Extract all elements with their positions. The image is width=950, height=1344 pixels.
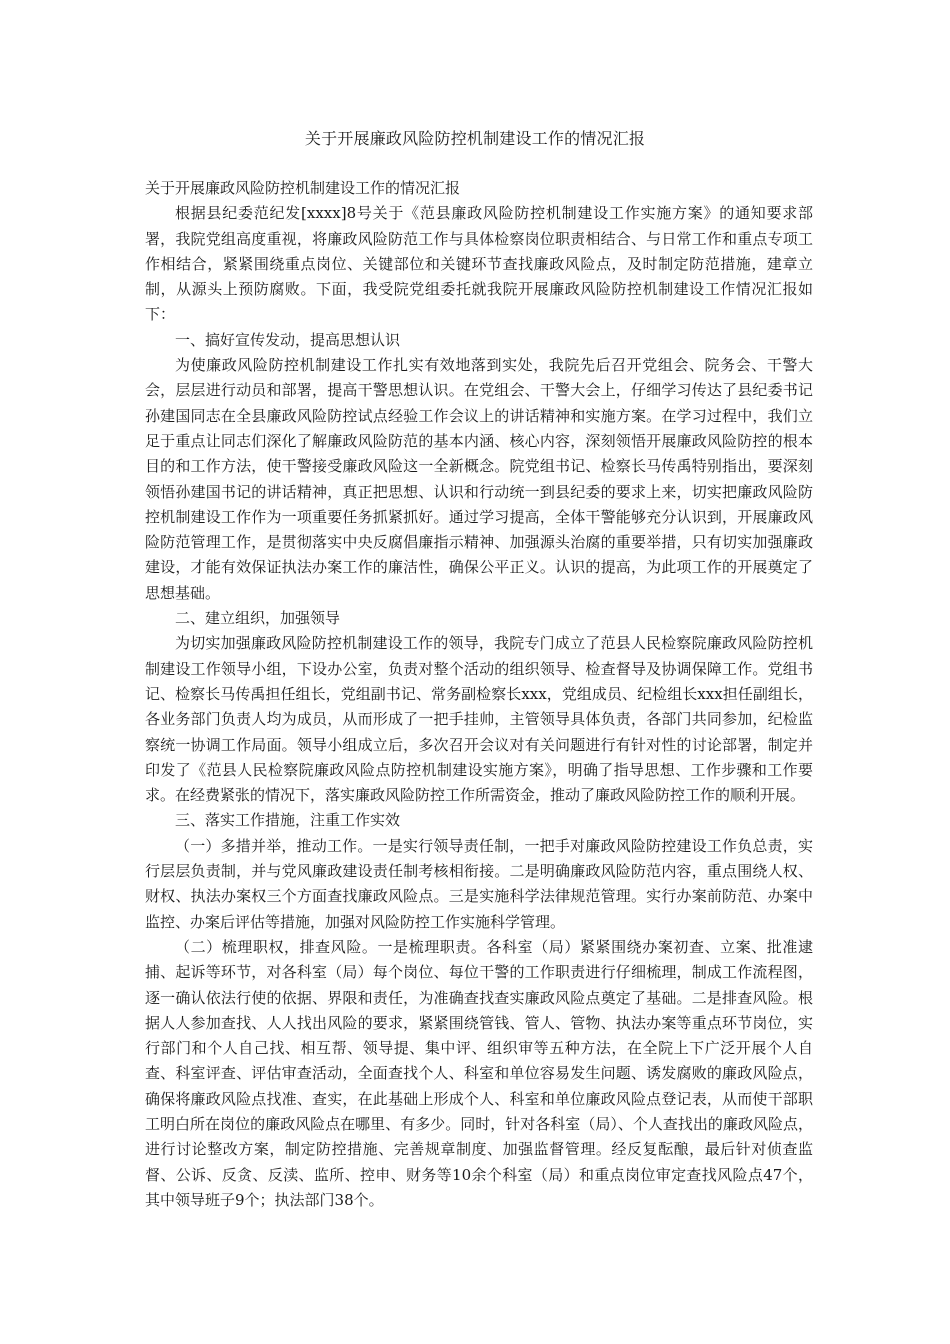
section-2-paragraph: 为切实加强廉政风险防控机制建设工作的领导，我院专门成立了范县人民检察院廉政风险防控机制建设工作领导小组，下设办公室，负责对整个活动的组织领导、检查督导及协调保障工作。党组书记、检察长马传禹担任组长，党组副书记、常务副检察长xxx，党组成员、纪检组长xxx担任副组长，各业务部门负责人均为成员，从而形成了一把手挂帅，主管领导具体负责，各部门共同参加，纪检监察统一协调工作局面。领导小组成立后，多次召开会议对有关问题进行有针对性的讨论部署，制定并印发了《范县人民检察院廉政风险点防控机制建设实施方案》，明确了指导思想、工作步骤和工作要求。在经费紧张的情况下，落实廉政风险防控工作所需资金，推动了廉政风险防控工作的顺利开展。 (145, 634, 813, 805)
document-body (145, 176, 813, 1213)
section-3-subsection-1: （一）多措并举，推动工作。一是实行领导责任制，一把手对廉政风险防控建设工作负总责，实行层层负责制，并与党风廉政建设责任制考核相衔接。二是明确廉政风险防范内容，重点围绕人权、财权、执法办案权三个方面查找廉政风险点。三是实施科学法律规范管理。实行办案前防范、办案中监控、办案后评估等措施，加强对风险防控工作实施科学管理。 (145, 836, 813, 931)
section-1-paragraph: 为使廉政风险防控机制建设工作扎实有效地落到实处，我院先后召开党组会、院务会、干警大会，层层进行动员和部署，提高干警思想认识。在党组会、干警大会上，仔细学习传达了县纪委书记孙建国同志在全县廉政风险防控试点经验工作会议上的讲话精神和实施方案。在学习过程中，我们立足于重点让同志们深化了解廉政风险防范的基本内涵、核心内容，深刻领悟开展廉政风险防控的根本目的和工作方法，使干警接受廉政风险这一全新概念。院党组书记、检察长马传禹特别指出，要深刻领悟孙建国书记的讲话精神，真正把思想、认识和行动统一到县纪委的要求上来，切实把廉政风险防控机制建设工作作为一项重要任务抓紧抓好。通过学习提高，全体干警能够充分认识到，开展廉政风险防范管理工作，是贯彻落实中央反腐倡廉指示精神、加强源头治腐的重要举措，只有切实加强廉政建设，才能有效保证执法办案工作的廉洁性，确保公平正义。认识的提高，为此项工作的开展奠定了思想基础。 (145, 356, 813, 602)
section-heading-2: 二、建立组织，加强领导 (175, 609, 341, 628)
section-heading-3: 三、落实工作措施，注重工作实效 (175, 811, 401, 830)
intro-paragraph: 根据县纪委范纪发[xxxx]8号关于《范县廉政风险防控机制建设工作实施方案》的通知要求部署，我院党组高度重视，将廉政风险防范工作与具体检察岗位职责相结合、与日常工作和重点专项工作相结合，紧紧围绕重点岗位、关键部位和关键环节查找廉政风险点，及时制定防范措施，建章立制，从源头上预防腐败。下面，我受院党组委托就我院开展廉政风险防控机制建设工作情况汇报如下： (145, 204, 813, 324)
section-3-subsection-2: （二）梳理职权，排查风险。一是梳理职责。各科室（局）紧紧围绕办案初查、立案、批准逮捕、起诉等环节，对各科室（局）每个岗位、每位干警的工作职责进行仔细梳理，制成工作流程图，逐一确认依法行使的依据、界限和责任，为准确查找查实廉政风险点奠定了基础。二是排查风险。根据人人参加查找、人人找出风险的要求，紧紧围绕管钱、管人、管物、执法办案等重点环节岗位，实行部门和个人自己找、相互帮、领导提、集中评、组织审等五种方法，在全院上下广泛开展个人自查、科室评查、评估审查活动，全面查找个人、科室和单位容易发生问题、诱发腐败的廉政风险点，确保将廉政风险点找准、查实，在此基础上形成个人、科室和单位廉政风险点登记表，从而使干部职工明白所在岗位的廉政风险点在哪里、有多少。同时，针对各科室（局）、个人查找出的廉政风险点，进行讨论整改方案，制定防控措施、完善规章制度、加强监督管理。经反复酝酿，最后针对侦查监督、公诉、反贪、反渎、监所、控申、财务等10余个科室（局）和重点岗位审定查找风险点47个，其中领导班子9个；执法部门38个。 (145, 937, 813, 1209)
section-heading-1: 一、搞好宣传发动，提高思想认识 (175, 330, 401, 349)
document-subtitle: 关于开展廉政风险防控机制建设工作的情况汇报 (145, 179, 461, 197)
document-title: 关于开展廉政风险防控机制建设工作的情况汇报 (304, 129, 646, 148)
